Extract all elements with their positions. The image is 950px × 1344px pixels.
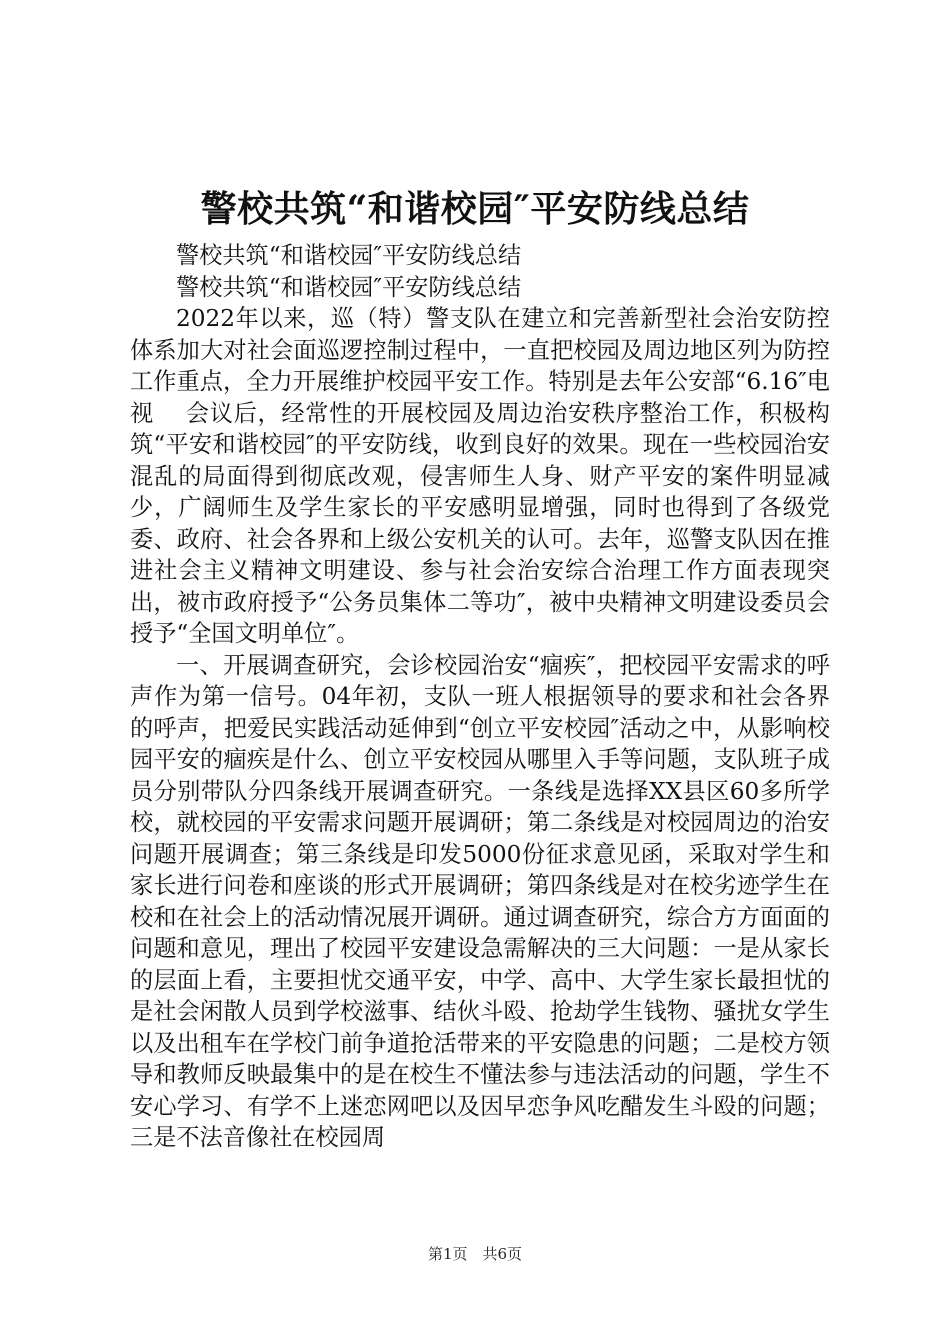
body-paragraph: 2022年以来，巡（特）警支队在建立和完善新型社会治安防控体系加大对社会面巡逻控制过程中，一直把校园及周边地区列为防控工作重点，全力开展维护校园平安工作。特别是去年公安部“6.16″电视 会议后，经常性的开展校园及周边治安秩序整治工作，积极构筑“平安和谐校园″的平安防线，收到良好的效果。现在一些校园治安混乱的局面得到彻底改观，侵害师生人身、财产平安的案件明显减少，广阔师生及学生家长的平安感明显增强，同时也得到了各级党委、政府、社会各界和上级公安机关的认可。去年，巡警支队因在推进社会主义精神文明建设、参与社会治安综合治理工作方面表现突出，被市政府授予“公务员集体二等功″，被中央精神文明建设委员会授予“全国文明单位″。: [130, 305, 830, 647]
document-title: 警校共筑“和谐校园″平安防线总结: [200, 188, 750, 230]
body-paragraph: 一、开展调查研究，会诊校园治安“痼疾″，把校园平安需求的呼声作为第一信号。04年初，支队一班人根据领导的要求和社会各界的呼声，把爱民实践活动延伸到“创立平安校园″活动之中，从影响校园平安的痼疾是什么、创立平安校园从哪里入手等问题，支队班子成员分别带队分四条线开展调查研究。一条线是选择XX县区60多所学校，就校园的平安需求问题开展调研；第二条线是对校园周边的治安问题开展调查；第三条线是印发5000份征求意见函，采取对学生和家长进行问卷和座谈的形式开展调研；第四条线是对在校劣迹学生在校和在社会上的活动情况展开调研。通过调查研究，综合方方面面的问题和意见，理出了校园平安建设急需解决的三大问题：一是从家长的层面上看，主要担忧交通平安，中学、高中、大学生家长最担忧的是社会闲散人员到学校滋事、结伙斗殴、抢劫学生钱物、骚扰女学生以及出租车在学校门前争道抢活带来的平安隐患的问题；二是校方领导和教师反映最集中的是在校生不懂法参与违法活动的问题，学生不安心学习、有学不上迷恋网吧以及因早恋争风吃醋发生斗殴的问题；三是不法音像社在校园周: [130, 651, 830, 1151]
subtitle-line: 警校共筑“和谐校园″平安防线总结: [176, 242, 522, 269]
page-footer: 第1页 共6页: [427, 1245, 523, 1263]
document-body: [130, 240, 830, 1154]
subtitle-line: 警校共筑“和谐校园″平安防线总结: [176, 273, 522, 301]
